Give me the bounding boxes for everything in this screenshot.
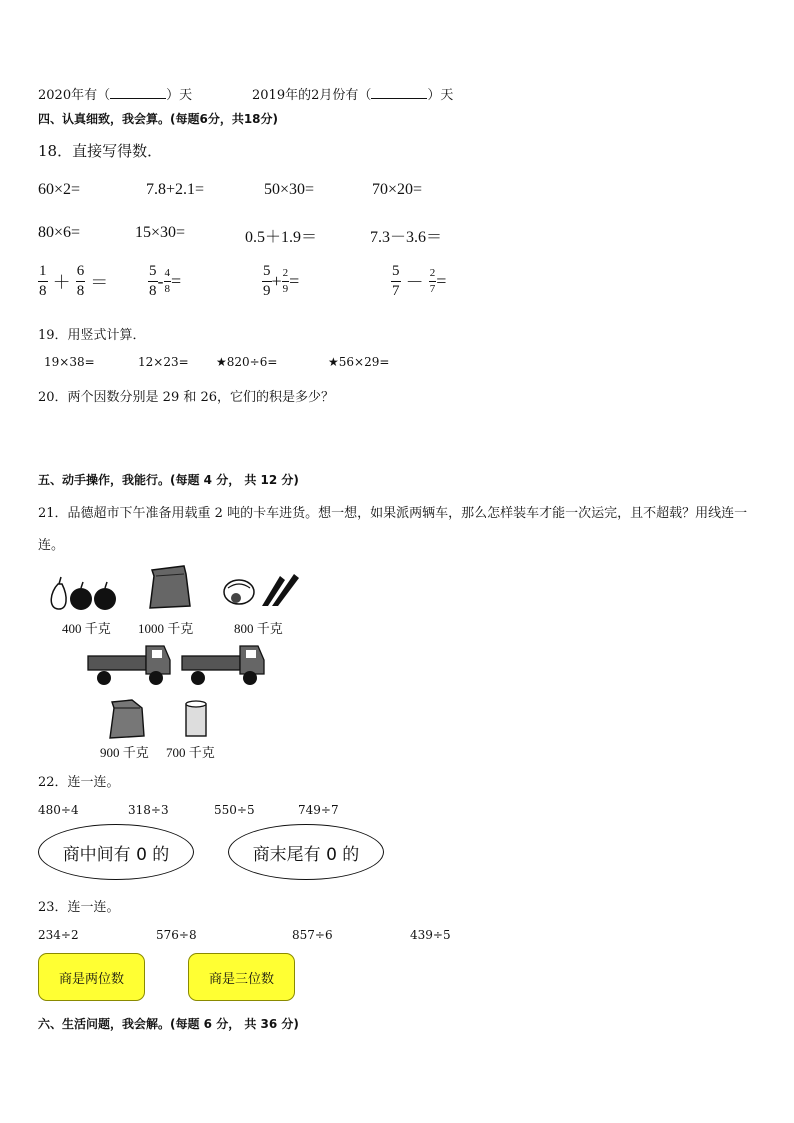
answer-blank[interactable] (110, 88, 166, 99)
bag-icon (110, 700, 144, 738)
calc-item: 50×30= (264, 181, 315, 198)
oval-label: 商末尾有 0 的 (252, 844, 360, 865)
weight-label: 800 千克 (234, 621, 283, 636)
fill-in-text: ）天 (166, 88, 193, 103)
section-heading: 六、生活问题，我会解。(每题 6 分， 共 36 分) (38, 1017, 299, 1031)
division-item[interactable]: 857÷6 (292, 928, 333, 942)
operator: ＋ (52, 272, 71, 293)
equals: ＝ (90, 272, 109, 293)
fraction: $\frac{1}{8}$ (39, 263, 47, 299)
trucks-illustration[interactable] (86, 640, 272, 688)
vegetables-icon (224, 574, 299, 606)
division-item[interactable]: 480÷4 (38, 803, 79, 817)
equals: = (289, 271, 300, 291)
division-item[interactable]: 550÷5 (214, 803, 255, 817)
fill-in-2020 (38, 84, 192, 103)
question-text: 21．品德超市下午准备用载重 2 吨的卡车进货。想一想，如果派两辆车，那么怎样装车才能一次运完，且不超载？用线连一连。 (38, 506, 748, 553)
fraction: $\frac{2}{7}$ (429, 267, 436, 295)
oval-trailing-zero[interactable] (228, 824, 384, 880)
fill-in-2019-feb (252, 84, 453, 103)
truck-icon (182, 646, 264, 685)
sack-icon (150, 566, 190, 608)
question-title: 18．直接写得数． (38, 142, 163, 160)
calc-item: 12×23= (138, 355, 189, 369)
section-heading: 五、动手操作，我能行。(每题 4 分， 共 12 分) (38, 473, 299, 487)
calc-item: 19×38= (44, 355, 95, 369)
fraction: $\frac{4}{8}$ (164, 267, 170, 295)
question-title: 22．连一连。 (38, 775, 120, 790)
callout-label: 商是三位数 (208, 971, 274, 987)
oval-middle-zero[interactable] (38, 824, 194, 880)
fraction-expression (262, 264, 299, 299)
fraction: $\frac{6}{8}$ (76, 263, 85, 299)
equals: = (436, 271, 447, 291)
fraction-expression (148, 264, 181, 299)
apple-icon (70, 582, 116, 610)
fraction: $\frac{2}{9}$ (282, 267, 289, 295)
callout-label: 商是两位数 (58, 971, 124, 987)
calc-item: 7.8+2.1= (146, 181, 205, 198)
oval-label: 商中间有 0 的 (62, 844, 170, 865)
question-title: 23．连一连。 (38, 900, 120, 915)
fill-in-text: ）天 (427, 88, 454, 103)
division-item[interactable]: 749÷7 (298, 803, 339, 817)
section-heading: 四、认真细致，我会算。(每题6分，共18分) (38, 112, 279, 126)
pear-icon (51, 577, 66, 609)
weight-label: 700 千克 (166, 745, 215, 760)
division-item[interactable]: 318÷3 (128, 803, 169, 817)
calc-item: 80×6= (38, 224, 81, 241)
calc-item: 15×30= (135, 224, 186, 241)
weight-label: 1000 千克 (138, 621, 194, 636)
calc-item: ★56×29= (328, 355, 390, 369)
calc-item: 70×20= (372, 181, 423, 198)
fill-in-text: 2020年有（ (38, 88, 111, 103)
division-item[interactable]: 576÷8 (156, 928, 197, 942)
calc-item: ★820÷6= (216, 355, 278, 369)
equals: = (171, 271, 182, 291)
question-text: 20．两个因数分别是 29 和 26，它们的积是多少？ (38, 390, 335, 405)
calc-item: 7.3－3.6＝ (370, 229, 443, 246)
operator: - (157, 271, 164, 291)
operator: － (405, 272, 424, 293)
fraction: $\frac{5}{9}$ (263, 263, 271, 299)
weight-label: 400 千克 (62, 621, 111, 636)
fraction-expression (391, 264, 446, 299)
answer-blank[interactable] (371, 88, 427, 99)
operator: + (271, 271, 282, 291)
truck-icon (88, 646, 170, 685)
goods-illustration-bottom (104, 696, 224, 740)
fraction: $\frac{5}{8}$ (149, 263, 157, 299)
fill-in-text: 2019年的2月份有（ (252, 88, 372, 103)
division-item[interactable]: 234÷2 (38, 928, 79, 942)
calc-item: 0.5＋1.9＝ (245, 229, 318, 246)
goods-illustration (44, 562, 306, 618)
fraction-expression (38, 264, 108, 299)
calc-item: 60×2= (38, 181, 81, 198)
fraction: $\frac{5}{7}$ (392, 263, 400, 299)
question-title: 19．用竖式计算． (38, 328, 146, 343)
callout-two-digit[interactable] (38, 953, 145, 1001)
callout-three-digit[interactable] (188, 953, 295, 1001)
weight-label: 900 千克 (100, 745, 149, 760)
can-icon (186, 701, 206, 736)
division-item[interactable]: 439÷5 (410, 928, 451, 942)
